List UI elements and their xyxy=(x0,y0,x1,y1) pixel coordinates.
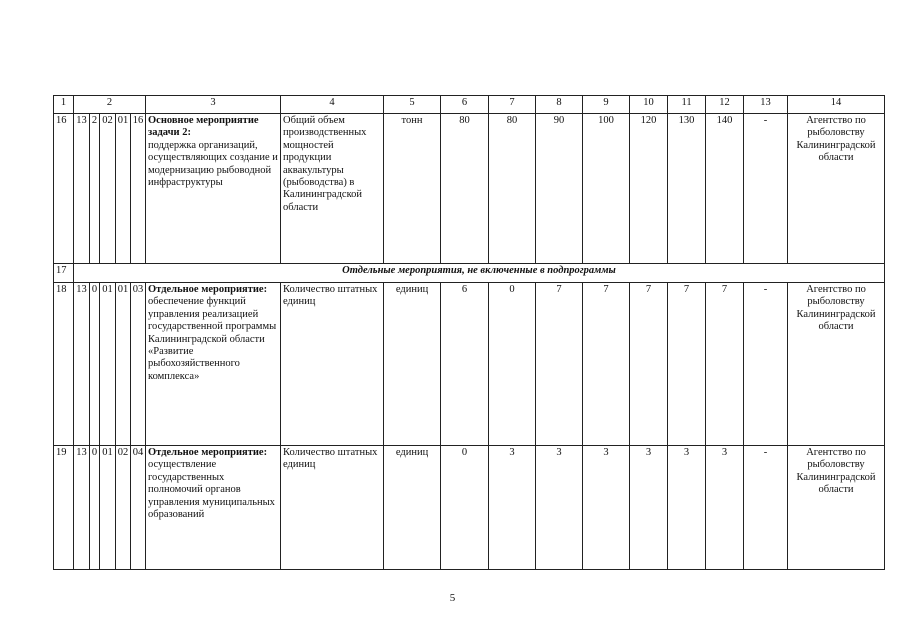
table-row xyxy=(54,114,885,264)
activity-cell xyxy=(146,114,281,264)
header-cell: 3 xyxy=(146,96,281,114)
unit-cell: единиц xyxy=(384,446,441,570)
value-cell: 80 xyxy=(441,114,489,264)
value-cell: 3 xyxy=(668,446,706,570)
value-cell: 7 xyxy=(583,283,630,446)
agency-cell: Агентство по рыболовству Калининградской области xyxy=(788,283,885,446)
unit-cell: единиц xyxy=(384,283,441,446)
activity-cell xyxy=(146,283,281,446)
code-cell: 0 xyxy=(90,446,100,570)
value-cell: - xyxy=(744,283,788,446)
code-cell: 01 xyxy=(116,114,131,264)
code-cell: 01 xyxy=(100,446,116,570)
row-number: 17 xyxy=(54,264,74,283)
value-cell: 7 xyxy=(536,283,583,446)
agency-cell: Агентство по рыболовству Калининградской области xyxy=(788,114,885,264)
value-cell: 3 xyxy=(706,446,744,570)
value-cell: 130 xyxy=(668,114,706,264)
code-cell: 2 xyxy=(90,114,100,264)
unit-cell: тонн xyxy=(384,114,441,264)
header-cell: 1 xyxy=(54,96,74,114)
header-cell: 11 xyxy=(668,96,706,114)
value-cell: - xyxy=(744,114,788,264)
header-cell: 10 xyxy=(630,96,668,114)
value-cell: 6 xyxy=(441,283,489,446)
value-cell: 7 xyxy=(630,283,668,446)
code-cell: 0 xyxy=(90,283,100,446)
header-cell: 12 xyxy=(706,96,744,114)
activity-text: осуществление государственных полномочий органов управления муниципальных образований xyxy=(148,459,275,521)
agency-cell: Агентство по рыболовству Калининградской области xyxy=(788,446,885,570)
header-cell: 5 xyxy=(384,96,441,114)
value-cell: 140 xyxy=(706,114,744,264)
code-cell: 13 xyxy=(74,114,90,264)
value-cell: 80 xyxy=(489,114,536,264)
code-cell: 03 xyxy=(131,283,146,446)
indicator-cell: Количество штатных единиц xyxy=(281,446,384,570)
row-number: 18 xyxy=(54,283,74,446)
value-cell: 90 xyxy=(536,114,583,264)
value-cell: 120 xyxy=(630,114,668,264)
section-title: Отдельные мероприятия, не включенные в подпрограммы xyxy=(74,264,885,283)
code-cell: 01 xyxy=(100,283,116,446)
value-cell: 3 xyxy=(583,446,630,570)
table-row xyxy=(54,446,885,570)
header-cell: 4 xyxy=(281,96,384,114)
code-cell: 02 xyxy=(100,114,116,264)
table-row xyxy=(54,283,885,446)
code-cell: 13 xyxy=(74,446,90,570)
code-cell: 01 xyxy=(116,283,131,446)
value-cell: 3 xyxy=(536,446,583,570)
header-cell: 9 xyxy=(583,96,630,114)
activity-title: Отдельное мероприятие: xyxy=(148,284,268,295)
header-cell: 8 xyxy=(536,96,583,114)
indicator-cell: Общий объем производственных мощностей продукции аквакультуры (рыбоводства) в Калининградской области xyxy=(281,114,384,264)
header-cell: 7 xyxy=(489,96,536,114)
header-cell: 2 xyxy=(74,96,146,114)
activity-text: обеспечение функций управления реализацией государственной программы Калининградской области «Развитие рыбохозяйственного комплекса» xyxy=(148,296,277,382)
header-cell: 13 xyxy=(744,96,788,114)
header-row xyxy=(54,96,885,114)
code-cell: 13 xyxy=(74,283,90,446)
value-cell: 3 xyxy=(630,446,668,570)
section-row xyxy=(54,264,885,283)
value-cell: - xyxy=(744,446,788,570)
page-number: 5 xyxy=(449,592,456,604)
code-cell: 04 xyxy=(131,446,146,570)
activity-title: Отдельное мероприятие: xyxy=(148,447,268,458)
activity-text: поддержка организаций, осуществляющих создание и модернизацию рыбоводной инфраструктуры xyxy=(148,139,278,189)
activity-cell xyxy=(146,446,281,570)
indicators-table xyxy=(53,95,885,570)
indicator-cell: Количество штатных единиц xyxy=(281,283,384,446)
value-cell: 7 xyxy=(706,283,744,446)
activity-title: Основное мероприятие задачи 2: xyxy=(148,115,259,139)
row-number: 16 xyxy=(54,114,74,264)
row-number: 19 xyxy=(54,446,74,570)
value-cell: 0 xyxy=(489,283,536,446)
header-cell: 14 xyxy=(788,96,885,114)
value-cell: 3 xyxy=(489,446,536,570)
code-cell: 16 xyxy=(131,114,146,264)
value-cell: 0 xyxy=(441,446,489,570)
header-cell: 6 xyxy=(441,96,489,114)
value-cell: 100 xyxy=(583,114,630,264)
value-cell: 7 xyxy=(668,283,706,446)
code-cell: 02 xyxy=(116,446,131,570)
